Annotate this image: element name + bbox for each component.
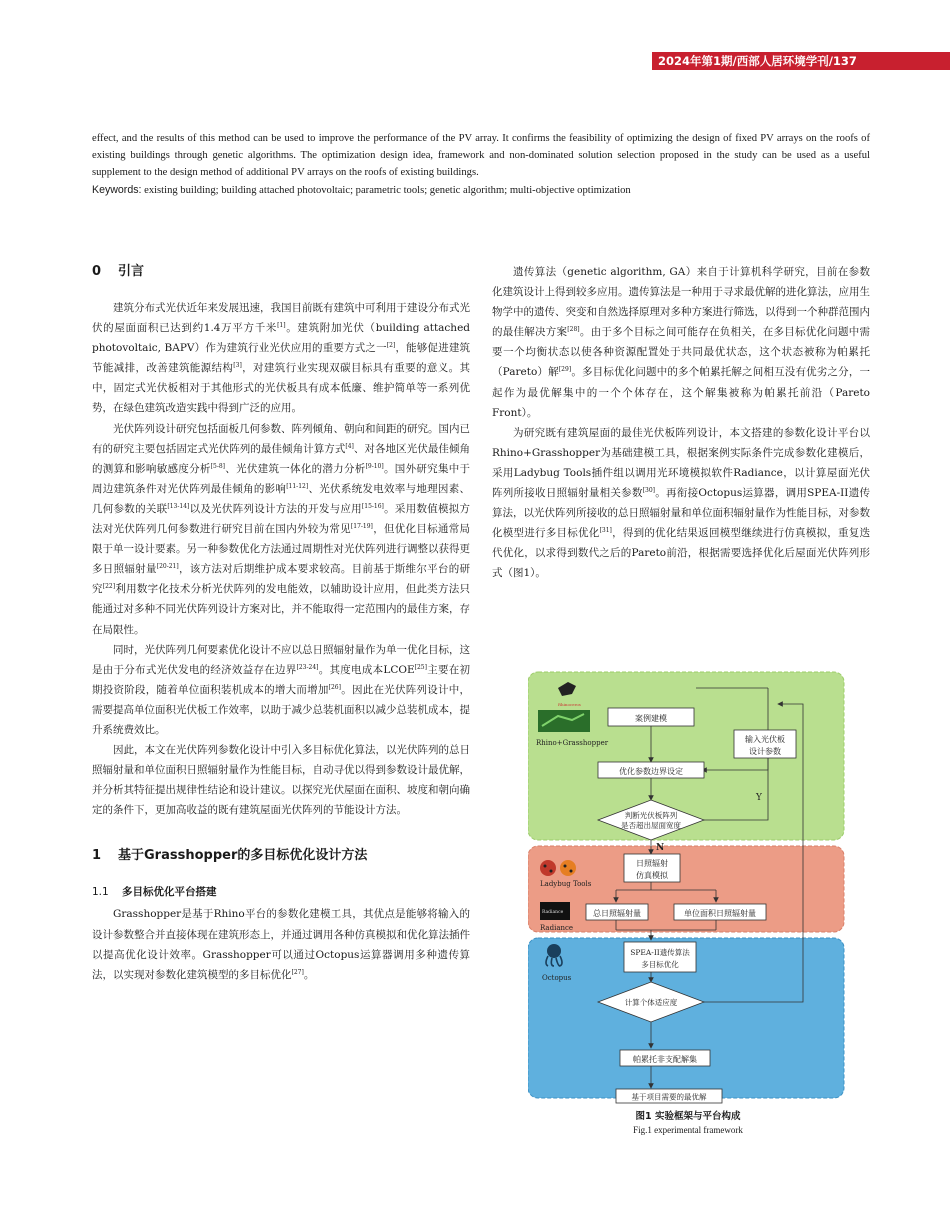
intro-paragraph-4: 因此，本文在光伏阵列参数化设计中引入多目标优化算法，以光伏阵列的总日照辐射量和单位面积日照辐射量作为性能目标，自动寻优以得到参数设计最优解，并分析其特征提出规律性结论和设计建议。以探究光伏屋面在面积、坡度和朝向确定的条件下，更加高收益的既有建筑屋面光伏阵列的节能设计方法。: [92, 744, 470, 817]
figure-caption-en: Fig.1 experimental framework: [633, 1125, 743, 1135]
citation: [27]: [291, 968, 304, 976]
citation: [31]: [599, 527, 612, 535]
citation: [17-19]: [350, 523, 373, 531]
pareto-set-text: 帕累托非支配解集: [633, 1055, 697, 1064]
right-column: [492, 262, 870, 584]
section-1-number: 1: [92, 848, 102, 864]
citation: [29]: [558, 366, 572, 374]
input-params-text-2: 设计参数: [749, 747, 781, 756]
rhino-logo-text: Rhinoceros: [558, 702, 581, 707]
radiation-sim-text-2: 仿真模拟: [636, 871, 668, 880]
keywords-line: [92, 182, 870, 199]
radiance-label: Radiance: [540, 924, 574, 932]
left-column: [92, 258, 470, 985]
total-radiation-text: 总日照辐射量: [593, 909, 641, 918]
citation: [11-12]: [286, 482, 309, 490]
subsection-1-1-title: 多目标优化平台搭建: [122, 886, 217, 899]
citation: [9-10]: [365, 462, 384, 470]
citation: [23-24]: [296, 663, 319, 671]
intro-paragraph-1: 建筑分布式光伏近年来发展迅速，我国目前既有建筑中可利用于建设分布式光伏的屋面面积已达到约1.4万平方千米[1]。建筑附加光伏（building attached photovoltaic, BAPV）作为建筑行业光伏应用的重要方式之一[2]，能够促进建筑节能减排，改善建筑能源结构[3]，对建筑行业实现双碳目标具有重要的意义。其中，固定式光伏板相对于其他形式的光伏板具有成本低廉、维护简单等一系列优势，在绿色建筑改造实践中得到广泛的应用。: [92, 302, 471, 415]
spea2-text-1: SPEA-II遗传算法: [630, 948, 690, 957]
citation: [30]: [642, 487, 656, 495]
bounds-text: 优化参数边界设定: [619, 767, 683, 776]
section-0-heading: [92, 258, 470, 286]
octopus-label: Octopus: [542, 974, 572, 982]
best-solution-text: 基于项目需要的最优解: [631, 1092, 707, 1102]
section-0-title: 引言: [118, 264, 145, 279]
radiation-sim-text-1: 日照辐射: [636, 859, 668, 868]
subsection-1-1-number: 1.1: [92, 886, 109, 899]
journal-header: 2024年第1期/西部人居环境学刊/137: [652, 52, 950, 70]
citation: [2]: [386, 342, 396, 350]
citation: [25]: [414, 663, 427, 671]
keywords-text: existing building; building attached photovoltaic; parametric tools; genetic algorithm; multi-objective optimization: [141, 184, 631, 196]
abstract-block: [92, 130, 870, 199]
citation: [1]: [277, 322, 286, 330]
citation: [13-14]: [167, 502, 190, 510]
rhino-grasshopper-label: Rhino+Grasshopper: [536, 739, 609, 747]
input-params-text-1: 输入光伏板: [745, 735, 785, 744]
grasshopper-icon: [538, 710, 590, 732]
citation: [20-21]: [156, 563, 179, 571]
keywords-label: Keywords:: [92, 183, 142, 196]
ladybug-tools-label: Ladybug Tools: [540, 880, 592, 888]
judge-text-2: 是否超出屋面宽度: [621, 821, 681, 830]
framework-diagram: [528, 668, 848, 1108]
subsection-1-1-heading: [92, 880, 470, 904]
radiance-logo-text: Radiance: [542, 910, 564, 915]
figure-caption-cn: 图1 实验框架与平台构成: [635, 1111, 741, 1122]
ga-paragraph: 遗传算法（genetic algorithm, GA）来自于计算机科学研究，目前在参数化建筑设计上得到较多应用。遗传算法是一种用于寻求最优解的进化算法，应用生物学中的遗传、突变和自然选择原理对多种方案进行筛选，以得到一个种群范围内的最佳解决方案[28]。由于多个目标之间可能存在负相关，在多目标优化问题中需要一个均衡状态以使各种资源配置处于共同最优状态，这个状态被称为帕累托（Pareto）解[29]。多目标优化问题中的多个帕累托解之间相互没有优劣之分，一起作为最优解集中的一个个体存在，这个解集被称为帕累托前沿（Pareto Front）。: [492, 266, 871, 419]
citation: [26]: [328, 683, 341, 691]
intro-paragraph-3: 同时，光伏阵列几何要素优化设计不应以总日照辐射量作为单一优化目标，这是由于分布式光伏发电的经济效益存在边界[23-24]。其度电成本LCOE[25]主要在初期投资阶段，随着单位面积装机成本的增大而增加[26]。因此在光伏阵列设计中，需要提高单位面积光伏板工作效率，以助于减少总装机面积以减少总装机成本，提升系统费效比。: [92, 643, 471, 736]
section-1-title: 基于Grasshopper的多目标优化设计方法: [118, 848, 368, 864]
citation: [5-8]: [210, 462, 226, 470]
fitness-text: 计算个体适应度: [624, 998, 678, 1007]
platform-paragraph: 为研究既有建筑屋面的最佳光伏板阵列设计，本文搭建的参数化设计平台以Rhino+Grasshopper为基础建模工具，根据案例实际条件完成参数化建模后，采用Ladybug Tools插件组以调用光环境模拟软件Radiance，以计算屋面光伏阵列所接收日照辐射量相关参数[30]。再衔接Octopus运算器，调用SPEA-II遗传算法，以光伏阵列所接收的总日照辐射量和单位面积辐射量作为性能目标，对参数化模型进行多目标优化[31]，得到的优化结果返回模型继续进行仿真模拟，重复迭代优化，以求得到数代之后的Pareto前沿，根据需要选择优化后屋面光伏阵列形式（图1）。: [492, 426, 871, 580]
section-0-number: 0: [92, 264, 102, 279]
yes-label: Y: [756, 793, 762, 803]
citation: [15-16]: [361, 502, 384, 510]
case-modeling-text: 案例建模: [635, 714, 667, 723]
section-1-heading: [92, 842, 470, 870]
spea2-text-2: 多目标优化: [641, 960, 679, 969]
abstract-paragraph: effect, and the results of this method can be used to improve the performance of the PV array. It confirms the feasibility of optimizing the design of fixed PV arrays on the roofs of existing buildings through genetic algorithms. The optimization design idea, framework and non-dominated solution selection proposed in the study can be used as a useful supplement to the design method of additional PV arrays on the roofs of existing buildings.: [92, 133, 870, 179]
citation: [22]: [102, 583, 116, 591]
unit-radiation-text: 单位面积日照辐射量: [684, 909, 756, 918]
method-paragraph-1: Grasshopper是基于Rhino平台的参数化建模工具，其优点是能够将输入的设计参数整合并直接体现在建筑形态上，并通过调用各种仿真模拟和优化算法插件以提高优化设计效率。Grasshopper可以通过Octopus运算器调用多种遗传算法，以实现对参数化建筑模型的多目标优化[27]。: [92, 908, 470, 981]
citation: [3]: [233, 362, 242, 370]
no-label: N: [656, 843, 665, 853]
citation: [28]: [567, 326, 580, 334]
citation: [4]: [345, 442, 354, 450]
intro-paragraph-2: 光伏阵列设计研究包括面板几何参数、阵列倾角、朝向和间距的研究。国内已有的研究主要包括固定式光伏阵列的最佳倾角计算方式[4]、对各地区光伏最佳倾角的测算和影响敏感度分析[5-8]、光伏建筑一体化的潜力分析[9-10]。国外研究集中于周边建筑条件对光伏阵列最佳倾角的影响[11-12]、光伏系统发电效率与地理因素、几何参数的关联[13-14]以及光伏阵列设计方法的开发与应用[15-16]。采用数值模拟方法对光伏阵列几何参数进行研究目前在国内外较为常见[17-19]，但优化目标通常局限于单一设计要素。另一种参数优化方法通过周期性对光伏阵列进行调整以获得更多日照辐射量[20-21]，该方法对后期维护成本要求较高。目前基于斯维尔平台的研究[22]利用数字化技术分析光伏阵列的发电能效，以辅助设计应用，但此类方法只能通过对多种不同光伏阵列设计方案对比，并不能取得一定范围内的最佳方案，存在局限性。: [92, 422, 471, 636]
judge-text-1: 判断光伏板阵列: [624, 811, 678, 820]
